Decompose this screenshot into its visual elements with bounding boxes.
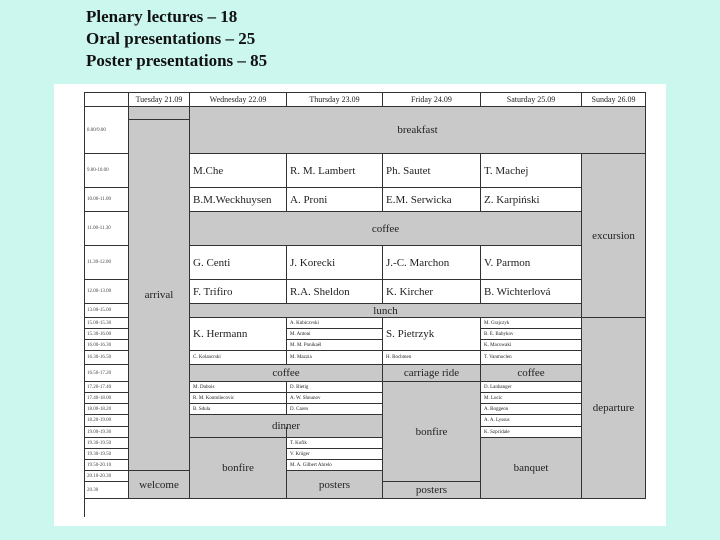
day-header: Thursday 23.09 <box>287 93 383 107</box>
day-header: Saturday 25.09 <box>481 93 582 107</box>
time-slot: 15.30-16.00 <box>85 329 129 340</box>
arrival-block: arrival <box>129 120 190 471</box>
talk-slot: R. M. Lambert <box>287 154 383 188</box>
oral-slot: B. Sdula <box>190 404 287 415</box>
coffee-pm-block: coffee <box>190 365 383 382</box>
oral-slot: D. Bietig <box>287 382 383 393</box>
breakfast-block: breakfast <box>190 107 646 154</box>
talk-slot: B. Wichterlová <box>481 280 582 304</box>
plenary-count: Plenary lectures – 18 <box>86 7 238 26</box>
oral-slot: M. A. Gilbert Ahrelo <box>287 460 383 471</box>
time-slot: 11.00-11.30 <box>85 212 129 246</box>
time-slot: 11.30-12.00 <box>85 246 129 280</box>
day-header: Friday 24.09 <box>383 93 481 107</box>
talk-slot: T. Machej <box>481 154 582 188</box>
oral-slot: M. Lucic <box>481 393 582 404</box>
carriage-ride-block: carriage ride <box>383 365 481 382</box>
corner-cell <box>85 93 129 107</box>
oral-slot: T. Kufik <box>287 438 383 449</box>
schedule-sheet <box>54 84 666 526</box>
oral-slot: M. Grajczyk <box>481 318 582 329</box>
posters-thu-block: posters <box>287 471 383 499</box>
time-slot: 19.30-19.50 <box>85 449 129 460</box>
coffee-block: coffee <box>190 212 582 246</box>
oral-slot: A. Kubiczvski <box>287 318 383 329</box>
oral-slot: C. Kolancrski <box>190 351 287 365</box>
oral-slot: M. M. Ponikaël <box>287 340 383 351</box>
time-slot: 17.40-18.00 <box>85 393 129 404</box>
oral-slot: A. W. Shnunov <box>287 393 383 404</box>
talk-slot: R.A. Sheldon <box>287 280 383 304</box>
oral-slot: K. Macowaki <box>481 340 582 351</box>
talk-slot: S. Pietrzyk <box>383 318 481 351</box>
time-slot: 18.00-18.20 <box>85 404 129 415</box>
oral-slot: M. Mazzia <box>287 351 383 365</box>
oral-count: Oral presentations – 25 <box>86 29 256 48</box>
time-slot: 17.20-17.40 <box>85 382 129 393</box>
day-header: Tuesday 21.09 <box>129 93 190 107</box>
talk-slot: J. Korecki <box>287 246 383 280</box>
time-slot: 13.00-15.00 <box>85 304 129 318</box>
dinner-block: dinner <box>190 415 383 438</box>
talk-slot: J.-C. Marchon <box>383 246 481 280</box>
talk-slot: F. Trifiro <box>190 280 287 304</box>
time-slot: 9.00-10.00 <box>85 154 129 188</box>
talk-slot: V. Parmon <box>481 246 582 280</box>
oral-slot: D. Caren <box>287 404 383 415</box>
time-slot: 18.20-19.00 <box>85 415 129 427</box>
time-slot: 19.50-20.10 <box>85 460 129 471</box>
time-slot: 19.00-19.30 <box>85 427 129 438</box>
oral-slot: A. Boggeon <box>481 404 582 415</box>
time-slot: 8.00/9.00 <box>85 107 129 154</box>
empty-cell <box>190 427 287 438</box>
talk-slot: B.M.Weckhuysen <box>190 188 287 212</box>
time-slot: 16.00-16.30 <box>85 340 129 351</box>
coffee-sat-block: coffee <box>481 365 582 382</box>
day-header: Sunday 26.09 <box>582 93 646 107</box>
lunch-block: lunch <box>190 304 582 318</box>
schedule-table <box>84 92 646 517</box>
talk-slot: K. Hermann <box>190 318 287 351</box>
summary-header <box>86 6 267 72</box>
talk-slot: Ph. Sautet <box>383 154 481 188</box>
bonfire-fri-block: bonfire <box>383 382 481 482</box>
talk-slot: A. Proni <box>287 188 383 212</box>
time-slot: 20.30 <box>85 482 129 499</box>
oral-slot: D. Lanbanger <box>481 382 582 393</box>
talk-slot: M.Che <box>190 154 287 188</box>
time-slot: 10.00-11.00 <box>85 188 129 212</box>
oral-slot: R. M. Koutoliecovic <box>190 393 287 404</box>
time-slot: 16.50-17.20 <box>85 365 129 382</box>
oral-slot: M. Dubois <box>190 382 287 393</box>
talk-slot: E.M. Serwicka <box>383 188 481 212</box>
tuesday-early <box>129 107 190 120</box>
departure-block: departure <box>582 318 646 499</box>
poster-count: Poster presentations – 85 <box>86 51 268 70</box>
time-slot: 16.30-16.50 <box>85 351 129 365</box>
talk-slot: G. Centi <box>190 246 287 280</box>
time-slot: 19.30-19.50 <box>85 438 129 449</box>
banquet-block: banquet <box>481 438 582 499</box>
oral-slot: A. A. Lyssus <box>481 415 582 427</box>
posters-fri-block: posters <box>383 482 481 499</box>
time-slot: 15.00-15.30 <box>85 318 129 329</box>
oral-slot: M. Antoni <box>287 329 383 340</box>
time-slot: 20.10-20.30 <box>85 471 129 482</box>
welcome-block: welcome <box>129 471 190 499</box>
excursion-block: excursion <box>582 154 646 318</box>
oral-slot: K. Szpcidale <box>481 427 582 438</box>
oral-slot: H. Bochmen <box>383 351 481 365</box>
oral-slot: T. Vanmoclen <box>481 351 582 365</box>
oral-slot: B. E. Babykov <box>481 329 582 340</box>
day-header: Wednesday 22.09 <box>190 93 287 107</box>
talk-slot: K. Kircher <box>383 280 481 304</box>
bonfire-wed-block: bonfire <box>190 438 287 499</box>
oral-slot: V. Krüger <box>287 449 383 460</box>
time-slot: 12.00-13.00 <box>85 280 129 304</box>
talk-slot: Z. Karpiński <box>481 188 582 212</box>
